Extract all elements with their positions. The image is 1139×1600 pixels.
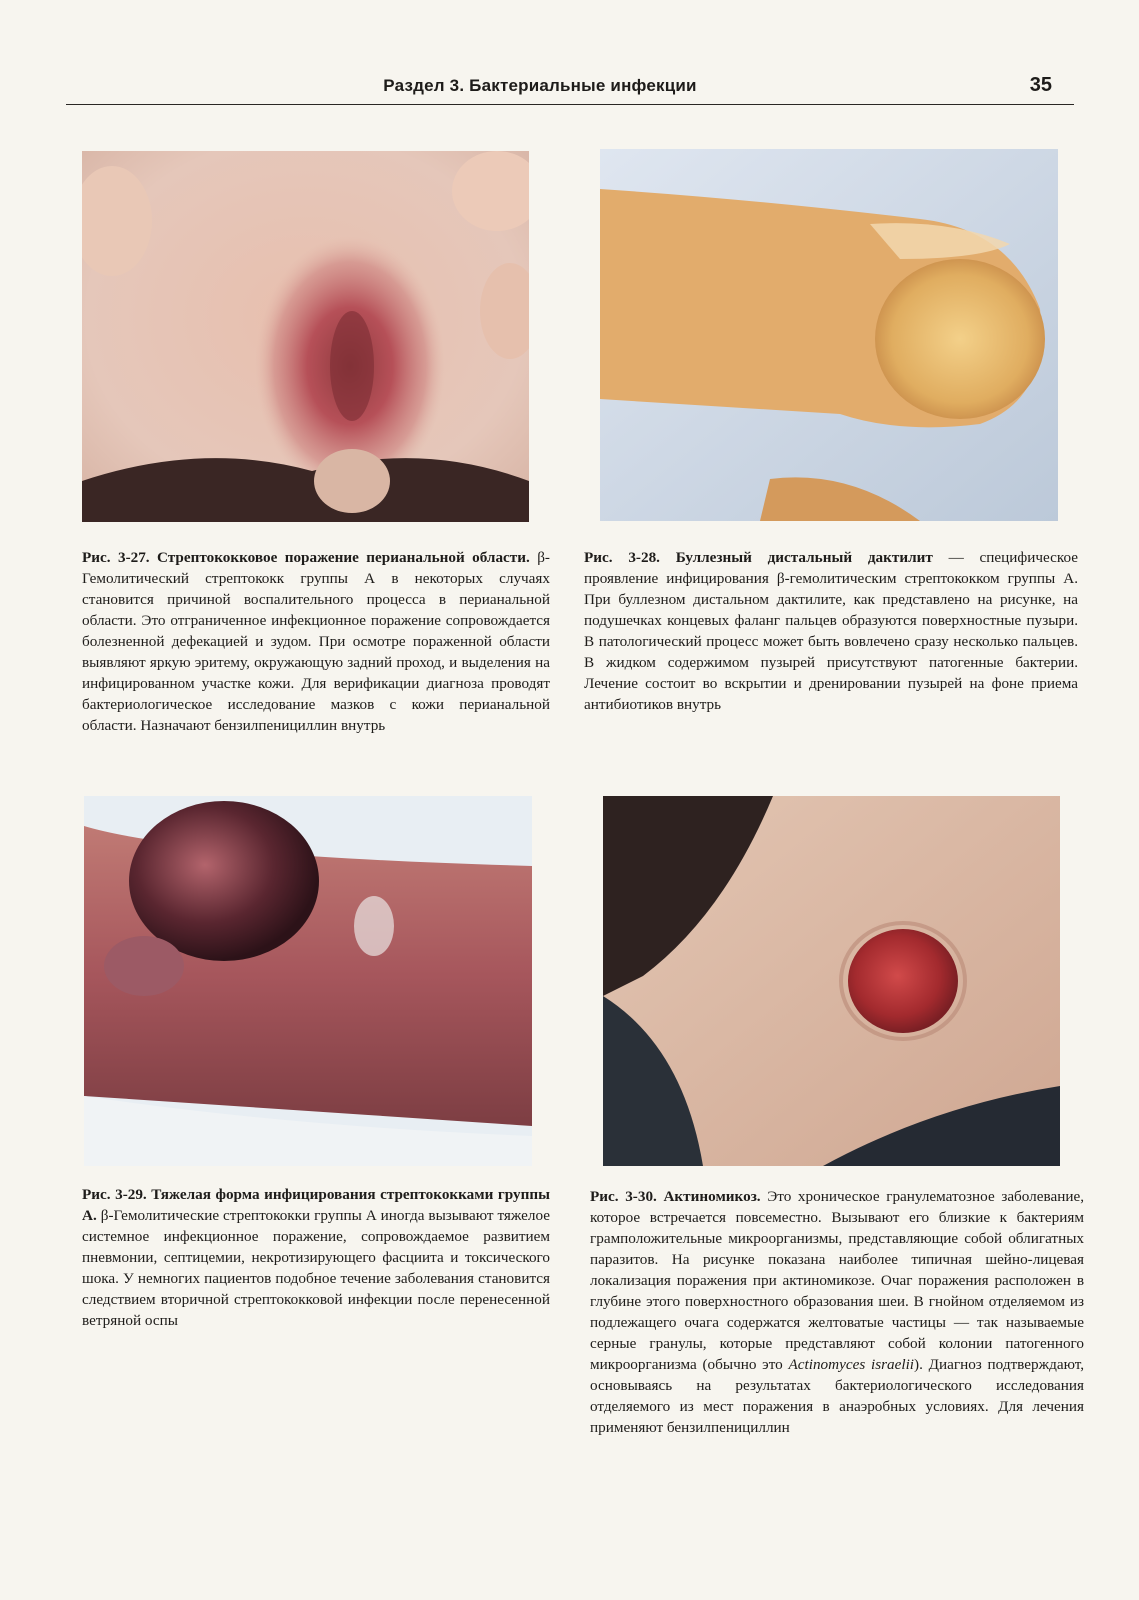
figure-3-29-text: β-Гемолитические стрептококки группы А иногда вызывают тяжелое системное инфекционное поражение, сопровождаемое развитием пневмонии, септицемии, некротизирующего фасциита и токсического шока. У немногих пациентов подобное течение заболевания становится следствием вторичной стрептококковой инфекции после перенесенной ветряной оспы bbox=[82, 1207, 550, 1329]
figure-3-27-label: Рис. 3-27. Стрептококковое поражение перианальной области. bbox=[82, 549, 530, 566]
figure-3-29-caption bbox=[82, 1184, 550, 1331]
page-number: 35 bbox=[1029, 74, 1052, 96]
figure-3-28-caption bbox=[584, 547, 1078, 715]
figure-3-30-text-after: ). Диагноз подтверждают, основываясь на результатах бактериологического исследования отделяемого из мест поражения в анаэробных условиях. Для лечения применяют бензилпенициллин bbox=[590, 1356, 1085, 1436]
figure-3-30-text-before: Это хроническое гранулематозное заболевание, которое встречается повсеместно. Вызывают его близкие к бактериям грамположительные микроорганизмы, представляющие собой облигатных паразитов. На рисунке показана наиболее типичная шейно-лицевая локализация поражения при актиномикозе. Очаг поражения расположен в глубине этого поверхностного образования шеи. В гнойном отделяемом из подлежащего очага содержатся желтоватые частицы — так называемые серные гранулы, которые представляют собой колонии патогенного микроорганизма (обычно это bbox=[590, 1188, 1084, 1373]
figure-3-29-photo bbox=[84, 796, 532, 1166]
figure-3-27-text: β-Гемолитический стрептококк группы А в некоторых случаях становится причиной воспалительного процесса в перианальной области. Это отграниченное инфекционное поражение сопровождается болезненной дефекацией и зудом. При осмотре пораженной области выявляют яркую эритему, окружающую задний проход, и выделения на инфицированном участке кожи. Для верификации диагноза проводят бактериологическое исследование мазков с кожи перианальной области. Назначают бензилпенициллин внутрь bbox=[82, 549, 550, 734]
figure-3-29-label: Рис. 3-29. Тяжелая форма инфицирования стрептококками группы А. bbox=[82, 1186, 550, 1224]
figure-3-30-label: Рис. 3-30. Актиномикоз. bbox=[590, 1188, 761, 1205]
section-title: Раздел 3. Бактериальные инфекции bbox=[383, 76, 697, 95]
figure-3-30-species: Actinomyces israelii bbox=[788, 1356, 915, 1373]
page-header bbox=[66, 74, 1074, 105]
figure-3-28-label: Рис. 3-28. Буллезный дистальный дактилит bbox=[584, 549, 933, 566]
figure-3-28-text: — специфическое проявление инфицирования β-гемолитическим стрептококком группы А. При буллезном дистальном дактилите, как представлено на рисунке, на подушечках концевых фаланг пальцев образуются поверхностные пузыри. В патологический процесс может быть вовлечено сразу несколько пальцев. В жидком содержимом пузырей присутствуют патогенные бактерии. Лечение состоит во вскрытии и дренировании пузырей на фоне приема антибиотиков внутрь bbox=[584, 549, 1078, 713]
figure-3-30-caption bbox=[590, 1186, 1084, 1438]
figure-3-27-photo bbox=[82, 151, 529, 522]
figure-3-28-photo bbox=[600, 149, 1058, 521]
figure-3-27-caption bbox=[82, 547, 550, 736]
figure-3-30-photo bbox=[603, 796, 1060, 1166]
